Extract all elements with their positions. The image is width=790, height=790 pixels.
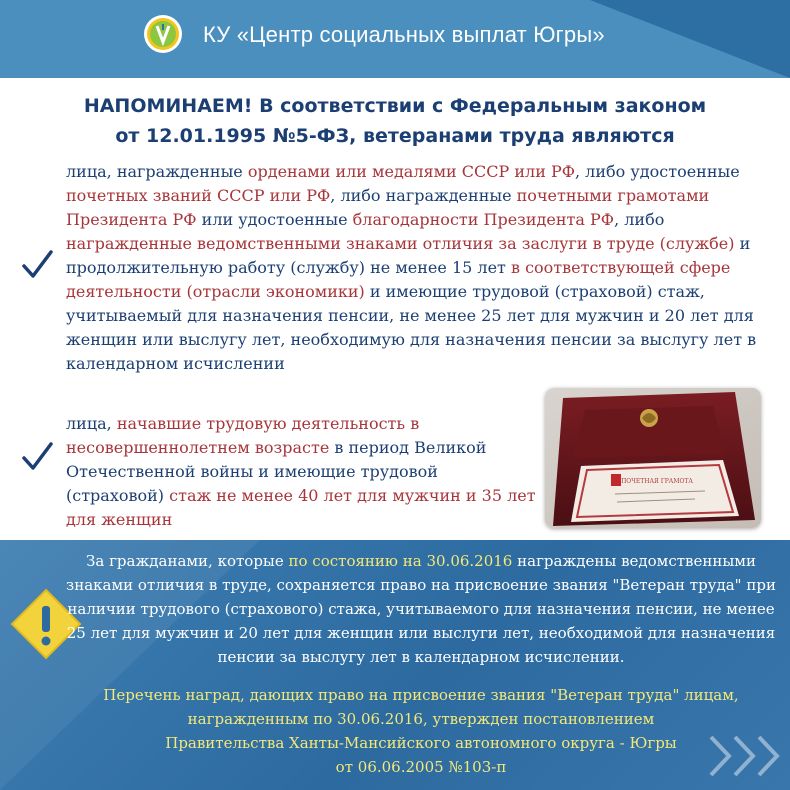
text-span: и имеющие трудовой (страховой) стаж, учитываемый для назначения пенсии, не менее 25 лет для мужчин и 20 лет для женщин или выслугу лет, необходимую для назначения пенсии за выслугу лет в календарном исчислении — [66, 282, 757, 373]
highlight-span: награжденные ведомственными знаками отличия за заслуги в труде (службе) — [66, 234, 735, 253]
text-span: в период Великой Отечественной войны и имеющие трудовой (страховой) — [66, 438, 487, 505]
highlight-span: почетными грамотами Президента РФ — [66, 186, 710, 229]
note-line-3: Правительства Ханты-Мансийского автономного округа - Югры — [165, 734, 677, 752]
text-span: награждены ведомственными знаками отличия в труде, сохраняется право на присвоение звания "Ветеран труда" при наличии трудового (страхового) стажа, учитываемого для назначения пенсии, не менее 25 лет для мужчин и 20 лет для женщин или выслуги лет, необходимой для назначения пенсии за выслугу лет в календарном исчислении. — [66, 552, 776, 666]
headline — [0, 91, 790, 151]
highlight-span: стаж не менее 40 лет для мужчин и 35 лет для женщин — [66, 486, 536, 529]
veteran-criteria-1 — [66, 160, 766, 376]
note-line-4: от 06.06.2005 №103-п — [335, 758, 507, 776]
text-span: За гражданами, которые — [86, 552, 289, 570]
header-banner — [0, 0, 790, 78]
text-span: , либо удостоенные — [575, 162, 740, 181]
chevron-arrows-icon — [707, 733, 787, 779]
highlight-span: начавшие трудовую деятельность в несовершеннолетнем возрасте — [66, 414, 420, 457]
note-line-2: награжденным по 30.06.2016, утвержден постановлением — [187, 710, 655, 728]
highlight-span: по состоянию на 30.06.2016 — [288, 552, 513, 570]
text-span: и продолжительную работу (службу) не менее 15 лет — [66, 234, 751, 277]
checkmark-icon — [20, 248, 54, 282]
header-corner-shape — [590, 0, 790, 78]
note-line-1: Перечень наград, дающих право на присвоение звания "Ветеран труда" лицам, — [103, 686, 739, 704]
highlight-span: почетных званий СССР или РФ — [66, 186, 331, 205]
ugra-logo-icon — [143, 14, 183, 54]
veteran-criteria-2 — [66, 412, 536, 532]
award-rights-text — [62, 549, 780, 669]
checkmark-icon — [20, 440, 54, 474]
text-span: лица, награжденные — [66, 162, 248, 181]
headline-line-1: НАПОМИНАЕМ! В соответствии с Федеральным законом — [83, 95, 707, 117]
award-list-note — [62, 683, 780, 779]
highlight-span: в соответствующей сфере деятельности (отрасли экономики) — [66, 258, 731, 301]
highlight-span: благодарности Президента РФ — [352, 210, 615, 229]
certificate-text: ПОЧЕТНАЯ ГРАМОТА — [621, 478, 693, 485]
text-span: , либо — [614, 210, 665, 229]
highlight-span: орденами или медалями СССР или РФ — [247, 162, 575, 181]
text-span: лица, — [66, 414, 117, 433]
text-span: или удостоенные — [196, 210, 353, 229]
headline-line-2: от 12.01.1995 №5-ФЗ, ветеранами труда являются — [115, 125, 675, 147]
text-span: , либо награжденные — [330, 186, 517, 205]
organization-title: КУ «Центр социальных выплат Югры» — [203, 22, 605, 47]
certificate-photo — [545, 388, 761, 528]
